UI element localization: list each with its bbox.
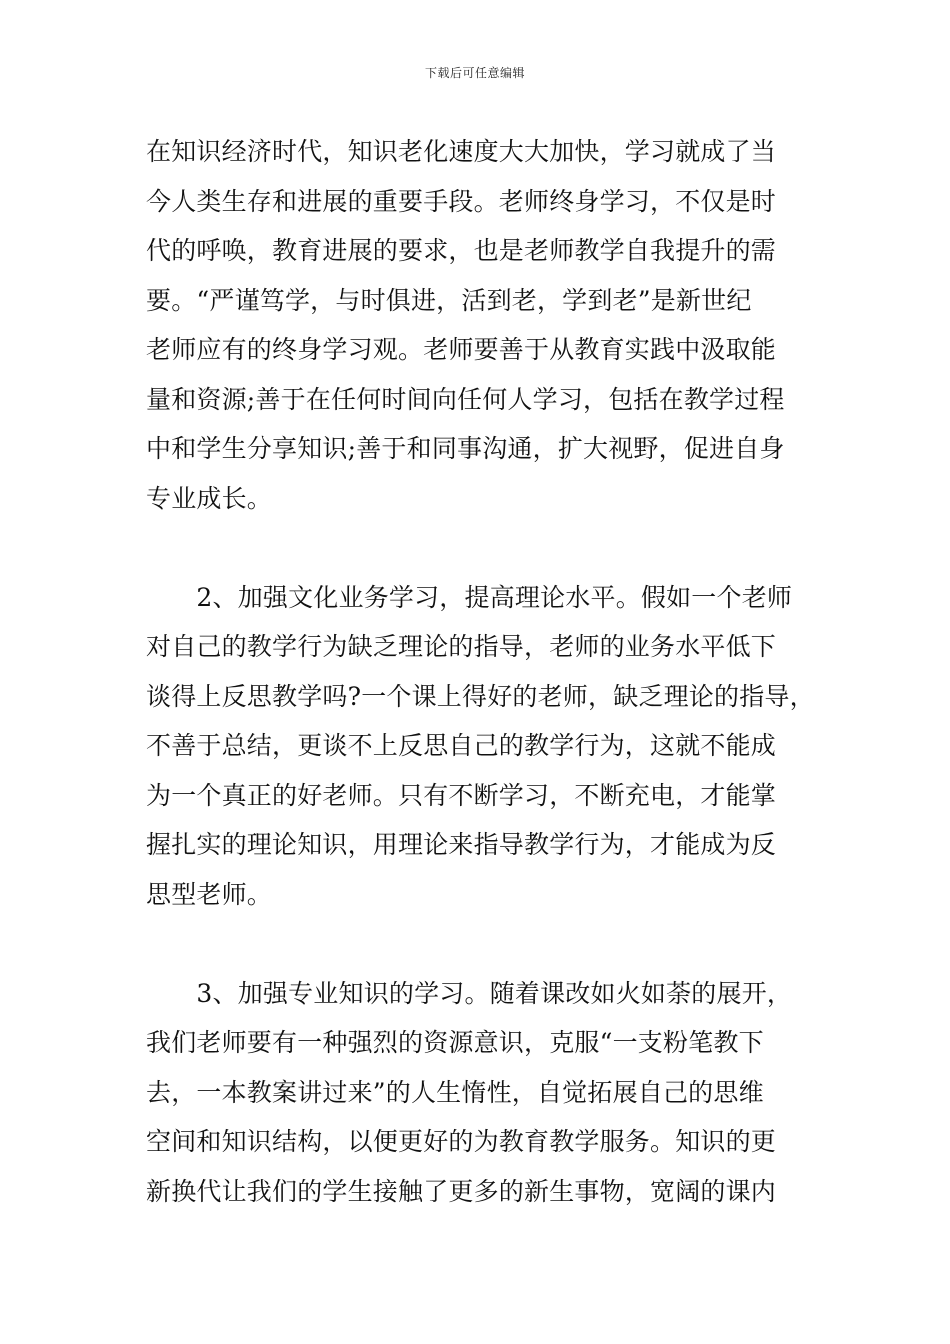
text-line: 新换代让我们的学生接触了更多的新生事物，宽阔的课内 xyxy=(146,1176,777,1206)
text-line: 谈得上反思教学吗?一个课上得好的老师，缺乏理论的指导， xyxy=(146,681,815,711)
page-header: 下载后可任意编辑 xyxy=(424,66,525,80)
text-line: 3、加强专业知识的学习。随着课改如火如荼的展开， xyxy=(146,978,793,1008)
text-line: 要。“严谨笃学，与时俱进，活到老，学到老”是新世纪 xyxy=(146,285,752,315)
text-line: 今人类生存和进展的重要手段。老师终身学习，不仅是时 xyxy=(146,186,777,216)
text-line: 思型老师。 xyxy=(146,879,273,909)
paragraph-2 xyxy=(146,573,816,920)
text-line: 为一个真正的好老师。只有不断学习，不断充电，才能掌 xyxy=(146,780,777,810)
paragraph-spacer xyxy=(146,919,816,969)
paragraph-3 xyxy=(146,969,816,1217)
text-line: 空间和知识结构，以便更好的为教育教学服务。知识的更 xyxy=(146,1127,777,1156)
text-line: 不善于总结，更谈不上反思自己的教学行为，这就不能成 xyxy=(146,731,777,760)
text-line: 握扎实的理论知识，用理论来指导教学行为，才能成为反 xyxy=(146,830,777,859)
text-line: 代的呼唤，教育进展的要求，也是老师教学自我提升的需 xyxy=(146,236,777,265)
text-line: 专业成长。 xyxy=(146,483,273,513)
text-line: 去，一本教案讲过来”的人生惰性，自觉拓展自己的思维 xyxy=(146,1077,764,1107)
text-line: 我们老师要有一种强烈的资源意识，克服“一支粉笔教下 xyxy=(146,1028,764,1057)
text-line: 对自己的教学行为缺乏理论的指导，老师的业务水平低下 xyxy=(146,632,777,661)
text-line: 2、加强文化业务学习，提高理论水平。假如一个老师 xyxy=(146,582,793,612)
text-line: 在知识经济时代，知识老化速度大大加快，学习就成了当 xyxy=(146,137,777,166)
text-line: 量和资源;善于在任何时间向任何人学习，包括在教学过程 xyxy=(146,384,785,414)
paragraph-1 xyxy=(146,127,816,523)
text-line: 中和学生分享知识;善于和同事沟通，扩大视野，促进自身 xyxy=(146,434,785,463)
document-body xyxy=(146,127,816,1216)
paragraph-spacer xyxy=(146,523,816,573)
text-line: 老师应有的终身学习观。老师要善于从教育实践中汲取能 xyxy=(146,335,777,364)
